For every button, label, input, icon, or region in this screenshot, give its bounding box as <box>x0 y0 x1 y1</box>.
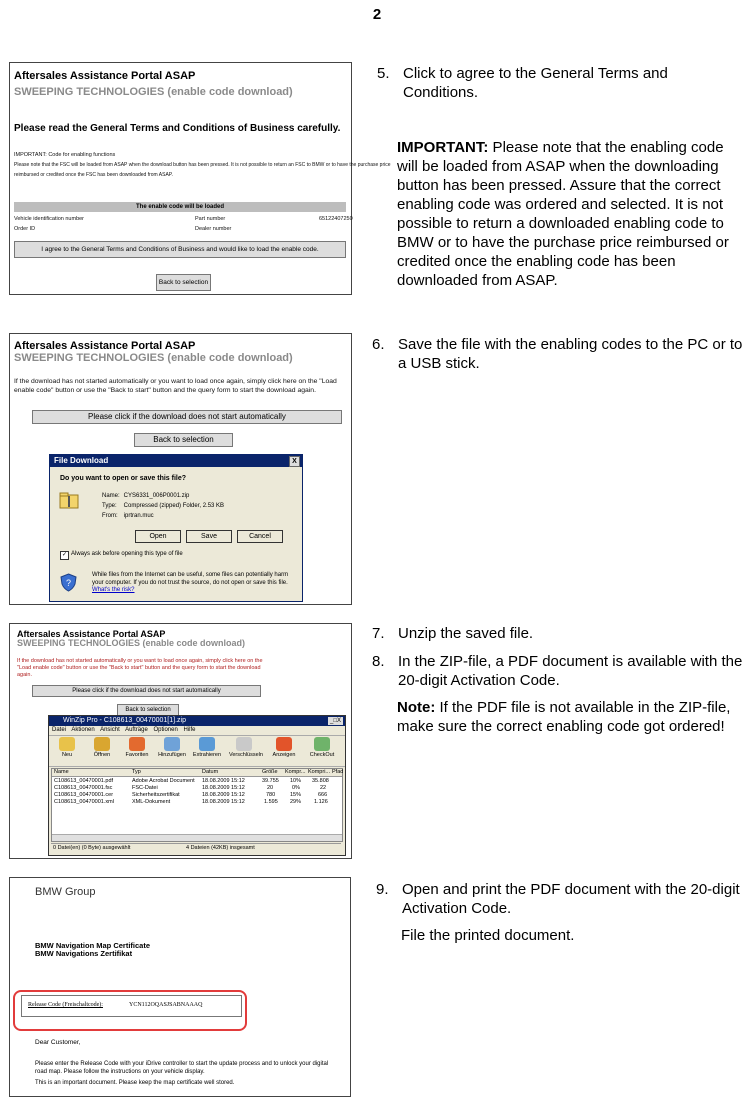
table-header: The enable code will be loaded <box>14 202 346 212</box>
portal-title: Aftersales Assistance Portal ASAP <box>14 340 196 352</box>
view-icon <box>276 737 292 751</box>
menu-ansicht[interactable]: Ansicht <box>100 727 120 733</box>
dialog-title: File Download <box>54 456 109 465</box>
cell-name: C108613_00470001.fsc <box>54 785 113 791</box>
company-name: BMW Group <box>35 886 96 898</box>
portal-subtitle: SWEEPING TECHNOLOGIES (enable code download) <box>14 352 293 364</box>
file-download-dialog <box>49 454 303 602</box>
tool-checkout[interactable] <box>307 737 337 758</box>
winzip-toolbar <box>49 735 345 767</box>
note-text: If the PDF file is not available in the ZIP-file, make sure the correct enabling code got ordered! <box>397 699 731 735</box>
zip-note <box>397 698 747 736</box>
order-label: Order ID <box>14 226 36 232</box>
cell-name: C108613_00470001.pdf <box>54 778 114 784</box>
step-number: 8. <box>372 653 385 670</box>
always-ask-label: Always ask before opening this type of file <box>71 551 183 557</box>
cell-name: C108613_00470001.xml <box>54 799 114 805</box>
step-text: Unzip the saved file. <box>398 625 534 642</box>
cell-date: 18.08.2009 15:12 <box>202 778 245 784</box>
tool-label: CheckOut <box>309 752 335 758</box>
terms-heading: Please read the General Terms and Conditions of Business carefully. <box>14 123 341 134</box>
from-label: From: <box>102 513 118 519</box>
back-to-selection-button[interactable]: Back to selection <box>117 704 179 716</box>
type-label: Type: <box>102 503 117 509</box>
cell-type: Adobe Acrobat Document <box>132 778 195 784</box>
whats-the-risk-link[interactable]: What's the risk? <box>92 587 135 593</box>
important-note <box>397 138 747 290</box>
tool-label: Verschlüsseln <box>229 752 263 758</box>
cell-ratio: 15% <box>290 792 302 798</box>
important-line-1: IMPORTANT: Code for enabling functions <box>14 152 116 158</box>
release-code-value: YCN112OQASJSABNAAAQ <box>129 1002 203 1008</box>
column-header-row <box>52 769 342 777</box>
window-controls[interactable]: _□X <box>330 718 341 724</box>
table-row[interactable] <box>52 799 342 806</box>
cell-packed: 35.808 <box>312 778 329 784</box>
release-code-label: Release Code (Freischaltcode): <box>28 1002 103 1008</box>
cell-size: 39.755 <box>262 778 279 784</box>
cell-date: 18.08.2009 15:12 <box>202 799 245 805</box>
status-selected: 0 Datei(en) (0 Byte) ausgewählt <box>53 845 131 851</box>
step-text: Save the file with the enabling codes to the PC or to a USB stick. <box>398 336 743 372</box>
save-button[interactable]: Save <box>186 530 232 543</box>
menu-datei[interactable]: Datei <box>52 727 67 733</box>
tool-label: Neu <box>61 752 73 758</box>
cell-date: 18.08.2009 15:12 <box>202 792 245 798</box>
file-source: iprtran.muc <box>123 513 154 519</box>
download-info-text: If the download has not started automatically or you want to load once again, simply click here on the "Load enable code" button or use the "Back to start" button and the query form to start the download again. <box>17 658 263 678</box>
always-ask-checkbox[interactable]: ✓ <box>61 552 68 558</box>
tool-view[interactable] <box>269 737 299 758</box>
important-label: IMPORTANT: <box>397 139 489 156</box>
portal-title: Aftersales Assistance Portal ASAP <box>14 70 196 82</box>
name-label: Name: <box>102 493 120 499</box>
step-text: In the ZIP-file, a PDF document is available with the 20-digit Activation Code. <box>398 653 743 689</box>
manual-download-button[interactable]: Please click if the download does not start automatically <box>32 410 342 424</box>
portal-subtitle: SWEEPING TECHNOLOGIES (enable code download) <box>14 86 293 98</box>
folder-zip-icon <box>60 493 78 508</box>
menu-hilfe[interactable]: Hilfe <box>183 727 196 733</box>
col-name[interactable]: Name <box>54 769 69 775</box>
step-number: 7. <box>372 625 385 642</box>
cell-type: Sicherheitszertifikat <box>132 792 180 798</box>
winzip-title-bar <box>49 716 345 726</box>
screenshot-terms <box>9 62 391 295</box>
portal-title: Aftersales Assistance Portal ASAP <box>17 629 166 639</box>
tool-encrypt[interactable] <box>229 737 263 758</box>
certificate-note: This is an important document. Please keep the map certificate well stored. <box>35 1080 235 1086</box>
screenshot-certificate <box>9 877 351 1097</box>
menu-aktionen[interactable]: Aktionen <box>71 727 95 733</box>
table-row[interactable] <box>52 792 342 799</box>
tool-new[interactable] <box>52 737 82 758</box>
cell-packed: 666 <box>318 792 328 798</box>
tool-label: Anzeigen <box>272 752 296 758</box>
winzip-status-bar <box>51 843 341 853</box>
new-icon <box>59 737 75 751</box>
tool-label: Hinzufügen <box>158 752 186 758</box>
table-row[interactable] <box>52 785 342 792</box>
winzip-window <box>48 715 346 856</box>
step-number: 5. <box>377 65 390 82</box>
cell-type: XML-Dokument <box>132 799 171 805</box>
open-icon <box>94 737 110 751</box>
part-label: Part number <box>195 216 226 222</box>
favorites-icon <box>129 737 145 751</box>
back-to-selection-button[interactable]: Back to selection <box>134 433 233 447</box>
step-number: 9. <box>376 881 389 898</box>
cell-ratio: 0% <box>292 785 300 791</box>
screenshot-file-download <box>9 333 352 605</box>
col-path[interactable]: Pfad <box>332 769 344 775</box>
important-line-2: Please note that the FSC will be loaded from ASAP when the download button has been pressed. It is not possible to return an FSC to BMW or to have the purchase price <box>14 162 391 168</box>
dialog-title-bar <box>50 455 302 467</box>
winzip-menu-bar <box>49 726 345 735</box>
col-type[interactable]: Typ <box>132 769 141 775</box>
cell-date: 18.08.2009 15:12 <box>202 785 245 791</box>
certificate-body: Please enter the Release Code with your iDrive controller to start the update process and to unlock your digital road map. Please follow the instructions on your vehicle display. <box>35 1061 329 1075</box>
tool-favorites[interactable] <box>122 737 152 758</box>
step-number: 6. <box>372 336 385 353</box>
screenshot-winzip <box>9 623 352 859</box>
cell-ratio: 10% <box>290 778 302 784</box>
cell-packed: 22 <box>320 785 327 791</box>
file-details <box>102 491 224 521</box>
winzip-file-list <box>51 768 343 842</box>
col-date[interactable]: Datum <box>202 769 219 775</box>
part-value: 65122407250 <box>319 216 353 222</box>
step-text: Open and print the PDF document with the 20-digit Activation Code. <box>402 881 740 917</box>
vin-label: Vehicle identification number <box>14 216 85 222</box>
cell-packed: 1.126 <box>314 799 328 805</box>
back-to-selection-button[interactable]: Back to selection <box>156 274 211 291</box>
tool-add[interactable] <box>157 737 187 758</box>
portal-subtitle: SWEEPING TECHNOLOGIES (enable code download) <box>17 638 246 648</box>
tool-open[interactable] <box>87 737 117 758</box>
encrypt-icon <box>236 737 252 751</box>
cell-size: 20 <box>267 785 274 791</box>
manual-download-button[interactable]: Please click if the download does not start automatically <box>32 685 261 697</box>
col-ratio[interactable]: Kompr... <box>285 769 306 775</box>
checkout-icon <box>314 737 330 751</box>
step-text: Click to agree to the General Terms and Conditions. <box>403 65 668 101</box>
agree-button[interactable]: I agree to the General Terms and Conditions of Business and would like to load the enable code. <box>14 241 346 258</box>
col-size[interactable]: Größe <box>262 769 278 775</box>
certificate-title-de: BMW Navigations Zertifikat <box>35 949 133 958</box>
dealer-label: Dealer number <box>195 226 232 232</box>
menu-auftraege[interactable]: Aufträge <box>125 727 148 733</box>
table-row[interactable] <box>52 778 342 785</box>
dialog-question: Do you want to open or save this file? <box>60 475 187 482</box>
file-name: CYS6331_006P0001.zip <box>123 493 190 499</box>
file-type: Compressed (zipped) Folder, 2.53 KB <box>123 503 225 509</box>
risk-warning <box>92 572 298 595</box>
greeting: Dear Customer, <box>35 1039 81 1046</box>
cancel-button[interactable]: Cancel <box>237 530 283 543</box>
winzip-title: WinZip Pro - C108613_00470001[1].zip <box>63 717 186 724</box>
status-total: 4 Dateien (42KB) insgesamt <box>186 845 255 851</box>
certificate-title-en: BMW Navigation Map Certificate <box>35 941 151 950</box>
svg-text:?: ? <box>65 578 72 588</box>
file-document-text: File the printed document. <box>401 927 575 944</box>
cell-name: C108613_00470001.cer <box>54 792 114 798</box>
open-button[interactable]: Open <box>135 530 181 543</box>
tool-label: Extrahieren <box>192 752 222 758</box>
tool-extract[interactable] <box>192 737 222 758</box>
tool-label: Öffnen <box>93 752 111 758</box>
cell-size: 780 <box>266 792 276 798</box>
cell-ratio: 29% <box>290 799 302 805</box>
cell-type: FSC-Datei <box>132 785 158 791</box>
important-line-3: reimbursed or credited once the FSC has been downloaded from ASAP. <box>14 172 173 178</box>
tool-label: Favoriten <box>125 752 149 758</box>
cell-size: 1.595 <box>264 799 278 805</box>
important-text: Please note that the enabling code will be loaded from ASAP when the downloading button has been pressed. Assure that the correct enabling code was ordered and selected. It is not possible to return a downloaded enabling code to BMW or to have the purchase price reimbursed or credited once the enabling code has been downloaded from ASAP. <box>397 139 729 289</box>
shield-icon <box>60 573 77 592</box>
extract-icon <box>199 737 215 751</box>
download-info-text: If the download has not started automatically or you want to load once again, simply click here on the "Load enable code" button or use the "Back to start" button and the query form to start the download again. <box>14 378 337 394</box>
menu-optionen[interactable]: Optionen <box>153 727 178 733</box>
note-label: Note: <box>397 699 436 716</box>
add-icon <box>164 737 180 751</box>
warning-text: While files from the Internet can be useful, some files can potentially harm your computer. If you do not trust the source, do not open or save this file. <box>92 572 289 586</box>
page-number: 2 <box>372 6 382 23</box>
col-packed[interactable]: Kompri... <box>308 769 331 775</box>
release-code-box <box>21 995 242 1017</box>
close-icon[interactable]: X <box>289 456 300 467</box>
horizontal-scrollbar[interactable] <box>52 834 342 841</box>
